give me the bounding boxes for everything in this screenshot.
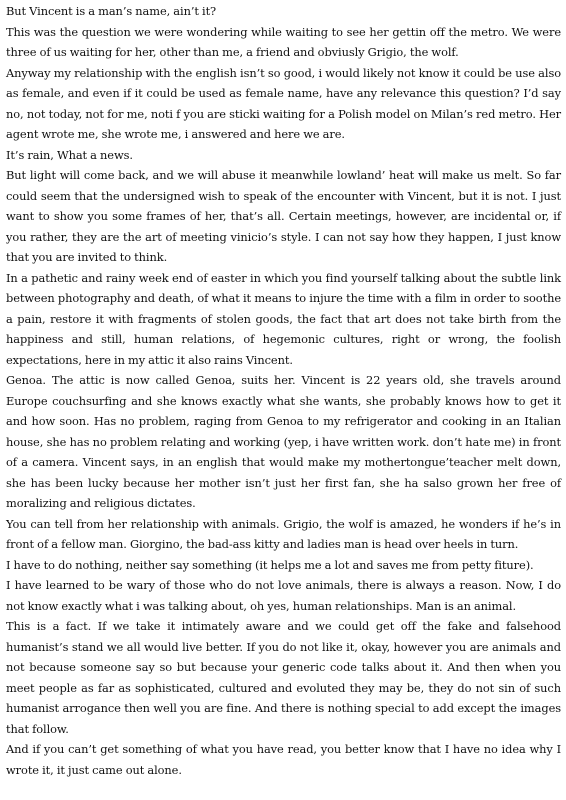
paragraph: But light will come back, and we will abuse it meanwhile lowland’ heat will make us melt. So far could seem that the undersigned wish to speak of the encounter with Vincent, but it is not. I just want to show you some frames of her, that’s all. Certain meetings, however, are incidental or, if you rather, they are the art of meeting vinicio’s style. I can not say how they happen, I just know that you are invited to think.	[6, 168, 561, 264]
paragraph: Anyway my relationship with the english isn’t so good, i would likely not know it could be use also as female, and even if it could be used as female name, have any relevance this question? I’d say no, not today, not for me, noti f you are sticki waiting for a Polish model on Milan’s red metro. Her agent wrote me, she wrote me, i answered and here we are.	[6, 65, 561, 141]
paragraph: I have learned to be wary of those who do not love animals, there is always a reason. Now, I do not know exactly what i was talking about, oh yes, human relationships. Man is an animal.	[6, 578, 561, 613]
paragraph: You can tell from her relationship with animals. Grigio, the wolf is amazed, he wonders if he’s in front of a fellow man. Giorgino, the bad-ass kitty and ladies man is head over heels in turn.	[6, 516, 561, 551]
paragraph: Genoa. The attic is now called Genoa, suits her. Vincent is 22 years old, she travels around Europe couchsurfing and she knows exactly what she wants, she probably knows how to get it and how soon. Has no problem, raging from Genoa to my refrigerator and cooking in an Italian house, she has no problem relating and working (yep, i have written work. don’t hate me) in front of a camera. Vincent says, in an english that would make my mothertongue’teacher melt down, she has been lucky because her mother isn’t just her first fan, she ha salso grown her free of moralizing and religious dictates.	[6, 373, 561, 510]
paragraph: But Vincent is a man’s name, ain’t it?	[6, 4, 217, 18]
paragraph: I have to do nothing, neither say something (it helps me a lot and saves me from petty fiture).	[6, 557, 534, 572]
paragraph: In a pathetic and rainy week end of easter in which you find yourself talking about the subtle link between photography and death, of what it means to injure the time with a film in order to soothe a pain, restore it with fragments of stolen goods, the fact that art does not take birth from the happiness and still, human relations, of hegemonic cultures, right or wrong, the foolish expectations, here in my attic it also rains Vincent.	[6, 270, 561, 367]
paragraph: This is a fact. If we take it intimately aware and we could get off the fake and falsehood humanist’s stand we all would live better. If you do not like it, okay, however you are animals and not because someone say so but because your generic code talks about it. And then when you meet people as far as sophisticated, cultured and evoluted they may be, they do not sin of such humanist arrogance then well you are fine. And there is nothing special to add except the images that follow.	[6, 619, 561, 736]
paragraph: And if you can’t get something of what you have read, you better know that I have no idea why I wrote it, it just came out alone.	[6, 742, 561, 777]
paragraph: This was the question we were wondering while waiting to see her gettin off the metro. We were three of us waiting for her, other than me, a friend and obviusly Grigio, the wolf.	[6, 24, 561, 59]
paragraph: It’s rain, What a news.	[6, 147, 133, 162]
